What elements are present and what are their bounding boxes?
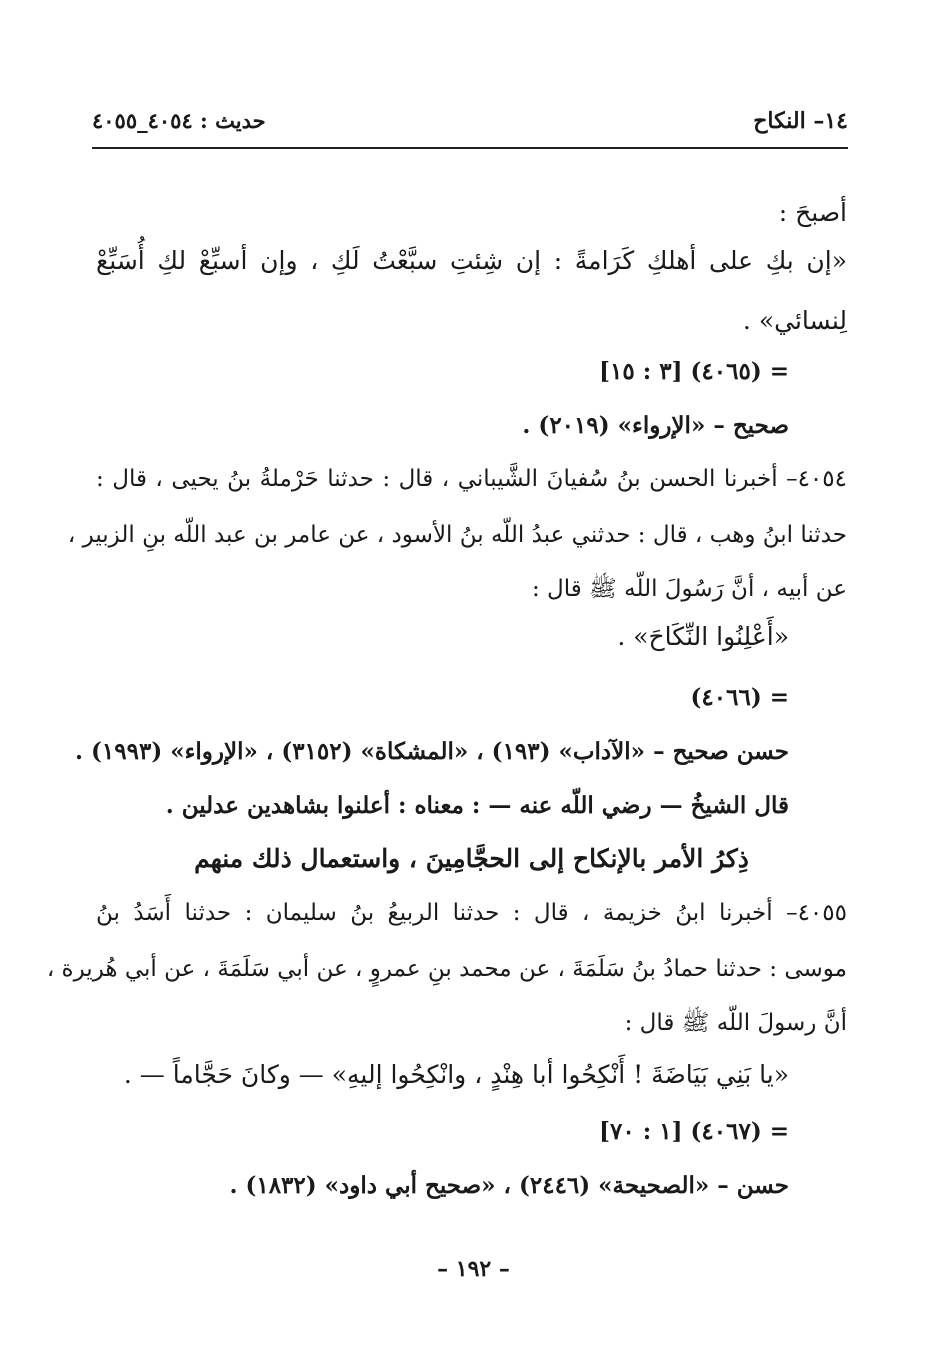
text-line: موسى : حدثنا حمادُ بنُ سَلَمَةَ ، عن محمد بنِ عمروٍ ، عن أبي سَلَمَةَ ، عن أبي هُريرة ، bbox=[46, 956, 847, 982]
text-line: «إن بكِ على أهلكِ كَرَامةً : إن شِئتِ سبَّعْتُ لَكِ ، وإن أسبِّعْ لكِ أُسَبِّعْ bbox=[96, 246, 847, 275]
grading-note: حسن – «الصحيحة» (٢٤٤٦) ، «صحيح أبي داود» (١٨٣٢) . bbox=[229, 1172, 789, 1199]
hadith-matn: «أَعْلِنُوا النِّكَاحَ» . bbox=[617, 622, 789, 651]
grading-note: حسن صحيح – «الآداب» (١٩٣) ، «المشكاة» (٣١٥٢) ، «الإرواء» (١٩٩٣) . bbox=[74, 738, 789, 765]
text-line: أنَّ رسولَ اللّه ﷺ قال : bbox=[624, 1010, 847, 1036]
cross-reference: = (٤٠٦٥) [٣ : ١٥] bbox=[599, 358, 789, 385]
text-line: أصبحَ : bbox=[778, 198, 847, 227]
hadith-range: حديث : ٤٠٥٤_٤٠٥٥ bbox=[92, 108, 266, 133]
text-line: لِنسائي» . bbox=[742, 306, 847, 335]
page-number: – ١٩٢ – bbox=[437, 1256, 510, 1282]
text-line: عن أبيه ، أنَّ رَسُولَ اللّه ﷺ قال : bbox=[531, 576, 847, 602]
hadith-4055-text: ٤٠٥٥– أخبرنا ابنُ خزيمة ، قال : حدثنا الربيعُ بنُ سليمان : حدثنا أَسَدُ بنُ bbox=[96, 900, 847, 926]
grading-note: صحيح – «الإرواء» (٢٠١٩) . bbox=[522, 412, 789, 439]
chapter-title: ١٤– النكاح bbox=[753, 108, 848, 134]
running-header bbox=[92, 108, 848, 142]
header-rule bbox=[92, 147, 848, 149]
cross-reference: = (٤٠٦٧) [١ : ٧٠] bbox=[599, 1118, 789, 1145]
hadith-matn: «يا بَنِي بَيَاضَةَ ! أَنْكِحُوا أبا هِنْدٍ ، وانْكِحُوا إليهِ» — وكانَ حَجَّاماً — . bbox=[123, 1060, 789, 1089]
text-line: حدثنا ابنُ وهب ، قال : حدثني عبدُ اللّه بنُ الأسود ، عن عامر بن عبد اللّه بنِ الزبير ، bbox=[67, 522, 847, 548]
sheikh-comment: قال الشيخُ — رضي اللّه عنه — : معناه : أعلنوا بشاهدين عدلين . bbox=[165, 792, 789, 819]
section-heading: ذِكرُ الأمر بالإنكاح إلى الحجَّامِينَ ، واستعمال ذلك منهم bbox=[194, 844, 749, 873]
hadith-4054-text: ٤٠٥٤– أخبرنا الحسن بنُ سُفيانَ الشَّيباني ، قال : حدثنا حَرْملةُ بنُ يحيى ، قال : bbox=[96, 466, 847, 492]
cross-reference: = (٤٠٦٦) bbox=[690, 684, 789, 711]
